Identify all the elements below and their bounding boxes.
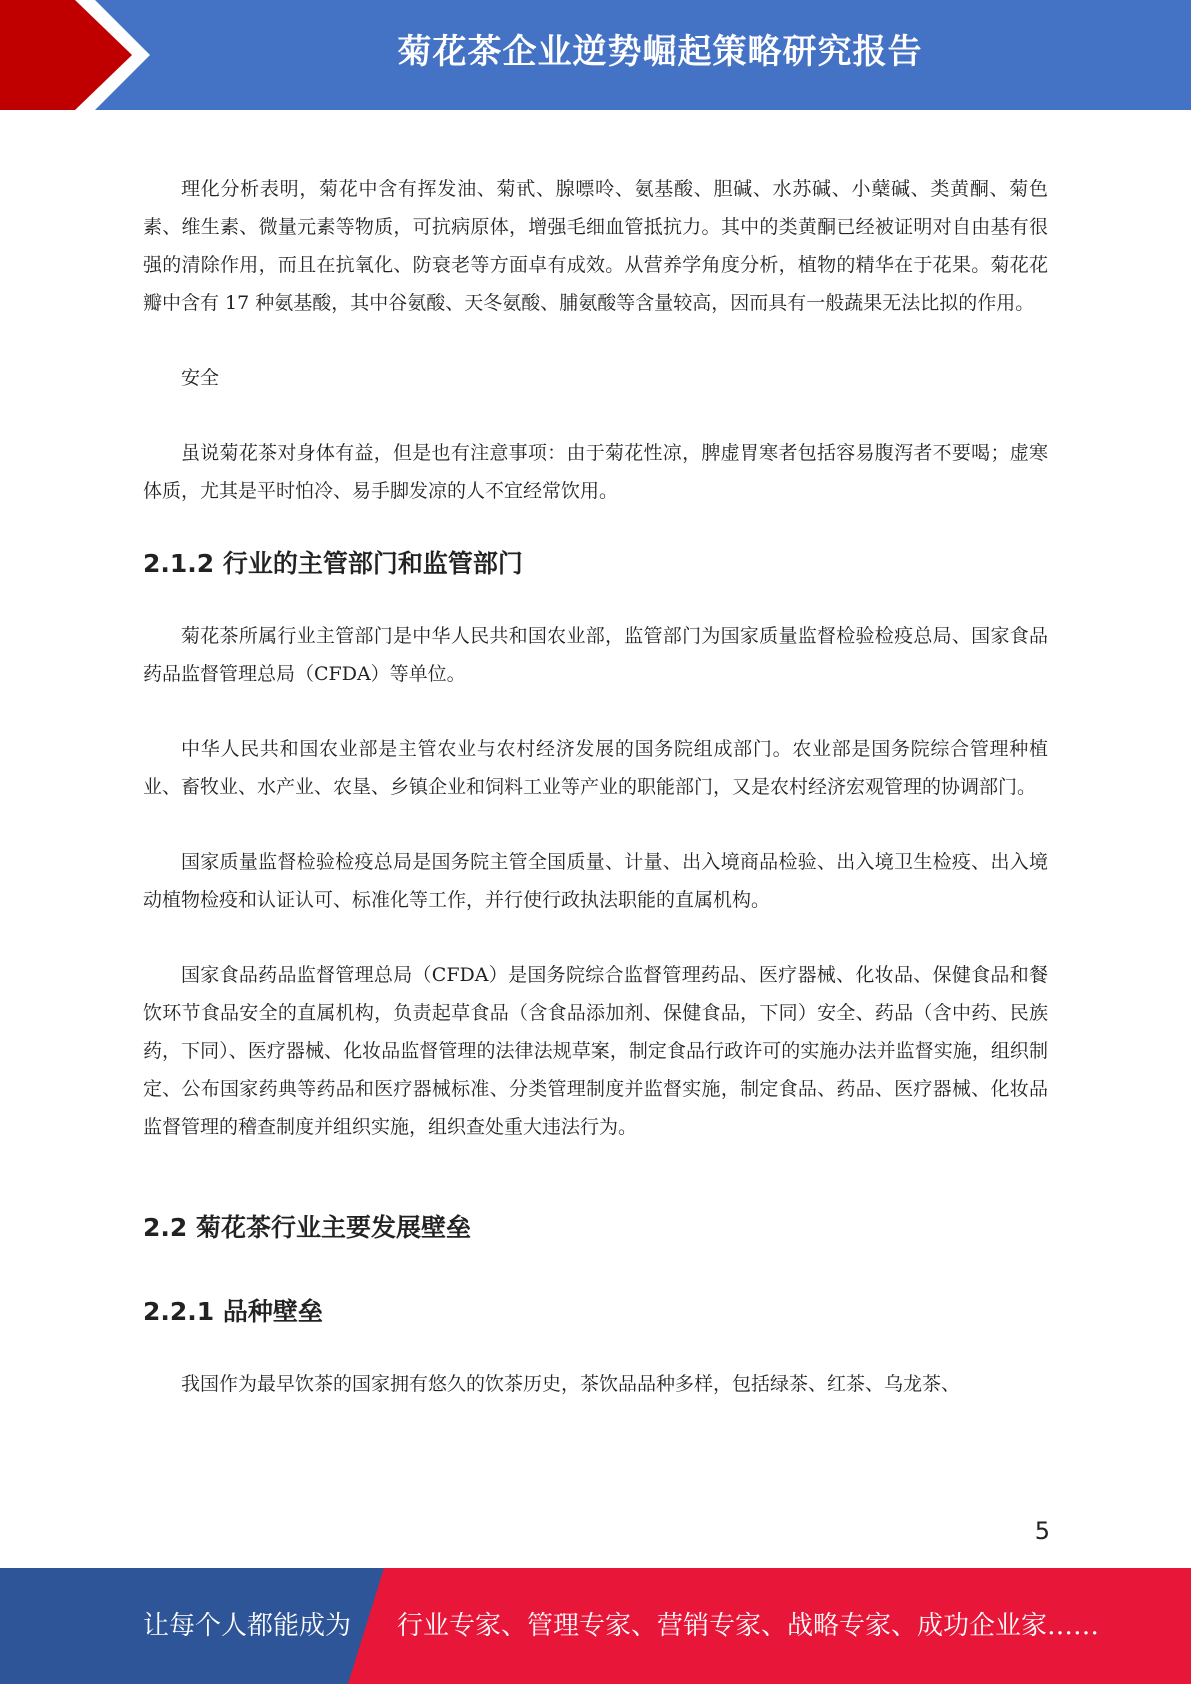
page-header (0, 0, 1191, 110)
section-heading-2-2: 2.2 菊花茶行业主要发展壁垒 (143, 1213, 471, 1242)
paragraph-composition: 理化分析表明，菊花中含有挥发油、菊甙、腺嘌呤、氨基酸、胆碱、水苏碱、小蘖碱、类黄酮、菊色素、维生素、微量元素等物质，可抗病原体，增强毛细血管抵抗力。其中的类黄酮已经被证明对自由基有很强的清除作用，而且在抗氧化、防衰老等方面卓有成效。从营养学角度分析，植物的精华在于花果。菊花花瓣中含有 17 种氨基酸，其中谷氨酸、天冬氨酸、脯氨酸等含量较高，因而具有一般蔬果无法比拟的作用。 (143, 178, 1048, 314)
paragraph-ministry-agriculture: 中华人民共和国农业部是主管农业与农村经济发展的国务院组成部门。农业部是国务院综合管理种植业、畜牧业、水产业、农垦、乡镇企业和饲料工业等产业的职能部门，又是农村经济宏观管理的协调部门。 (143, 738, 1048, 798)
page-footer (0, 1568, 1191, 1684)
document-body (143, 170, 1048, 1440)
paragraph-authorities: 菊花茶所属行业主管部门是中华人民共和国农业部，监管部门为国家质量监督检验检疫总局、国家食品药品监督管理总局（CFDA）等单位。 (143, 625, 1048, 685)
footer-slogan-right: 行业专家、管理专家、营销专家、战略专家、成功企业家…… (397, 1611, 1100, 1641)
report-title: 菊花茶企业逆势崛起策略研究报告 (397, 32, 923, 72)
footer-slogan-left: 让每个人都能成为 (143, 1611, 352, 1641)
section-heading-2-1-2: 2.1.2 行业的主管部门和监管部门 (143, 549, 523, 578)
paragraph-safety-label: 安全 (181, 367, 220, 389)
paragraph-safety: 虽说菊花茶对身体有益，但是也有注意事项：由于菊花性凉，脾虚胃寒者包括容易腹泻者不要喝；虚寒体质，尤其是平时怕冷、易手脚发凉的人不宜经常饮用。 (143, 442, 1048, 502)
header-arrow-icon (0, 0, 140, 110)
paragraph-aqsiq: 国家质量监督检验检疫总局是国务院主管全国质量、计量、出入境商品检验、出入境卫生检疫、出入境动植物检疫和认证认可、标准化等工作，并行使行政执法职能的直属机构。 (143, 851, 1048, 911)
paragraph-cfda: 国家食品药品监督管理总局（CFDA）是国务院综合监督管理药品、医疗器械、化妆品、保健食品和餐饮环节食品安全的直属机构，负责起草食品（含食品添加剂、保健食品，下同）安全、药品（含中药、民族药，下同）、医疗器械、化妆品监督管理的法律法规草案，制定食品行政许可的实施办法并监督实施，组织制定、公布国家药典等药品和医疗器械标准、分类管理制度并监督实施，制定食品、药品、医疗器械、化妆品监督管理的稽查制度并组织实施，组织查处重大违法行为。 (143, 964, 1048, 1138)
page-number: 5 (1034, 1517, 1050, 1545)
section-heading-2-2-1: 2.2.1 品种壁垒 (143, 1297, 323, 1326)
paragraph-variety-barrier: 我国作为最早饮茶的国家拥有悠久的饮茶历史，茶饮品品种多样，包括绿茶、红茶、乌龙茶、 (181, 1373, 961, 1395)
